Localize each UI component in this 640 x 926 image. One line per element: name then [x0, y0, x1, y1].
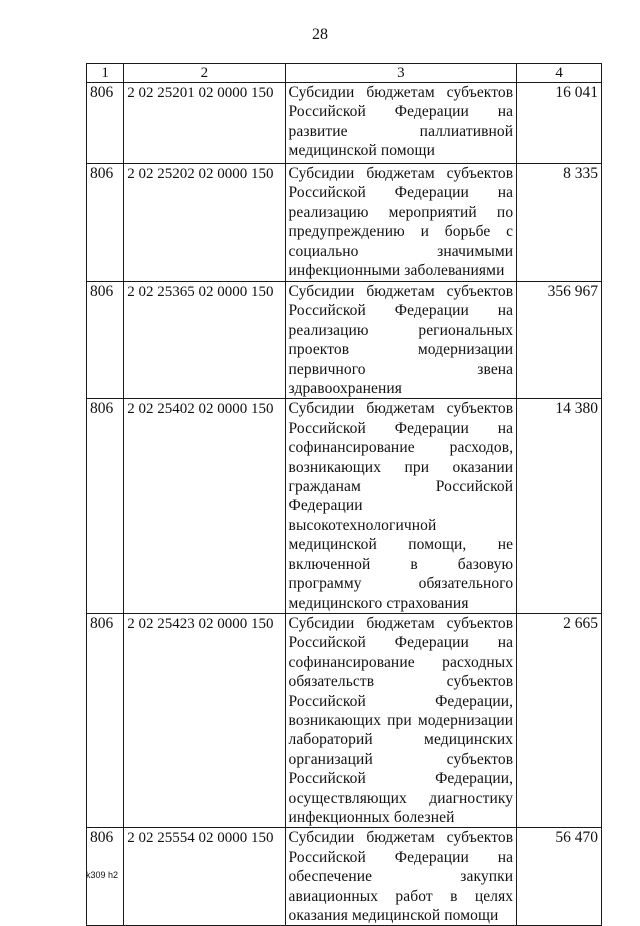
amount-cell: 356 967 [517, 282, 602, 399]
table-row [87, 613, 602, 827]
table-row [87, 828, 602, 926]
kbk-code-cell: 2 02 25365 02 0000 150 [124, 282, 285, 399]
header-col-2: 2 [124, 64, 285, 83]
amount-cell: 16 041 [517, 83, 602, 164]
admin-code-cell: 806 [87, 613, 124, 827]
description-cell: Субсидии бюджетам субъектов Российской Федерации на обеспечение закупки авиационных работ в целях оказания медицинской помощи [285, 828, 517, 926]
header-col-3: 3 [285, 64, 517, 83]
admin-code-cell: 806 [87, 164, 124, 282]
footer-document-code: k309 h2 [86, 870, 119, 880]
description-cell: Субсидии бюджетам субъектов Российской Федерации на реализацию региональных проектов модернизации первичного звена здравоохранения [285, 282, 517, 399]
table-row [87, 282, 602, 399]
description-cell: Субсидии бюджетам субъектов Российской Федерации на развитие паллиативной медицинской помощи [285, 83, 517, 164]
kbk-code-cell: 2 02 25554 02 0000 150 [124, 828, 285, 926]
kbk-code-cell: 2 02 25402 02 0000 150 [124, 399, 285, 613]
kbk-code-cell: 2 02 25202 02 0000 150 [124, 164, 285, 282]
table-row [87, 164, 602, 282]
header-col-4: 4 [517, 64, 602, 83]
table-header [87, 64, 602, 83]
admin-code-cell: 806 [87, 399, 124, 613]
admin-code-cell: 806 [87, 83, 124, 164]
kbk-code-cell: 2 02 25201 02 0000 150 [124, 83, 285, 164]
page-number: 28 [312, 26, 328, 43]
header-row [87, 64, 602, 83]
table-body [87, 83, 602, 926]
table-row [87, 83, 602, 164]
amount-cell: 14 380 [517, 399, 602, 613]
amount-cell: 2 665 [517, 613, 602, 827]
amount-cell: 56 470 [517, 828, 602, 926]
description-cell: Субсидии бюджетам субъектов Российской Федерации на софинансирование расходных обязательств субъектов Российской Федерации, возникающих при модернизации лабораторий медицинских организаций субъектов Российской Федерации, осуществляющих диагностику инфекционных болезней [285, 613, 517, 827]
description-cell: Субсидии бюджетам субъектов Российской Федерации на софинансирование расходов, возникающих при оказании гражданам Российской Федерации высокотехнологичной медицинской помощи, не включенной в базовую программу обязательного медицинского страхования [285, 399, 517, 613]
description-cell: Субсидии бюджетам субъектов Российской Федерации на реализацию мероприятий по предупреждению и борьбе с социально значимыми инфекционными заболеваниями [285, 164, 517, 282]
budget-table [86, 63, 602, 926]
admin-code-cell: 806 [87, 828, 124, 926]
admin-code-cell: 806 [87, 282, 124, 399]
amount-cell: 8 335 [517, 164, 602, 282]
header-col-1: 1 [87, 64, 124, 83]
kbk-code-cell: 2 02 25423 02 0000 150 [124, 613, 285, 827]
table-row [87, 399, 602, 613]
